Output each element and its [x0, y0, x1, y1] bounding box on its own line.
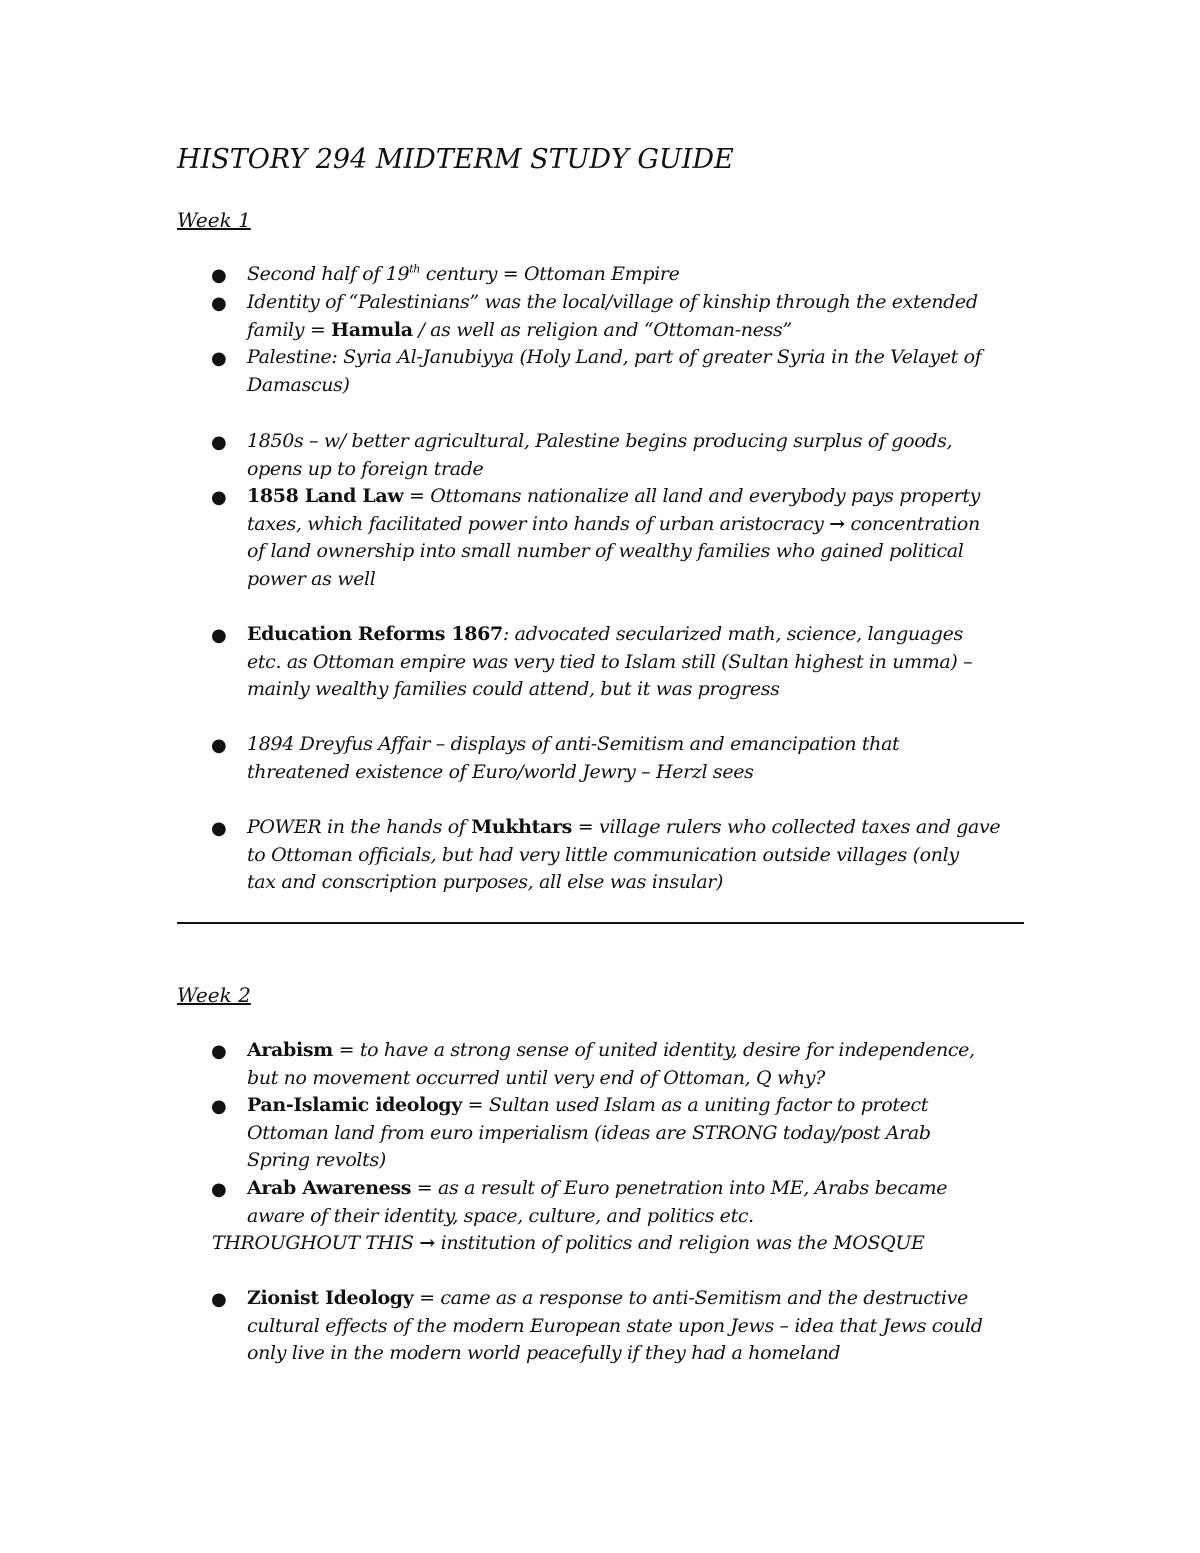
list-item: Identity of “Palestinians” was the local/village of kinship through the extended family = Hamula / as well as religion and “Ottoman-ness”	[247, 291, 978, 341]
week-2-heading: Week 2	[177, 983, 251, 1007]
bullet-icon: ●	[211, 487, 227, 508]
list-item: 1850s – w/ better agricultural, Palestine begins producing surplus of goods, opens up to foreign trade	[247, 430, 953, 480]
list-item: Palestine: Syria Al-Janubiyya (Holy Land, part of greater Syria in the Velayet of Damascus)	[247, 346, 982, 396]
list-item: Pan-Islamic ideology = Sultan used Islam as a uniting factor to protect Ottoman land from euro imperialism (ideas are STRONG today/post Arab Spring revolts)	[247, 1094, 931, 1171]
list-item: 1894 Dreyfus Affair – displays of anti-Semitism and emancipation that threatened existence of Euro/world Jewry – Herzl sees	[247, 733, 900, 783]
section-divider	[177, 922, 1024, 924]
bullet-icon: ●	[211, 1179, 227, 1200]
bullet-icon: ●	[211, 348, 227, 369]
week-1-heading: Week 1	[177, 208, 251, 232]
bullet-icon: ●	[211, 1096, 227, 1117]
throughout-note: THROUGHOUT THIS → institution of politics and religion was the MOSQUE	[212, 1232, 925, 1254]
bullet-icon: ●	[211, 1289, 227, 1310]
bullet-icon: ●	[211, 625, 227, 646]
superscript: th	[409, 262, 421, 276]
list-item: POWER in the hands of Mukhtars = village rulers who collected taxes and gave to Ottoman officials, but had very little communication outside villages (only tax and conscription purposes, all else was insular)	[247, 816, 1001, 893]
list-item: Arab Awareness = as a result of Euro penetration into ME, Arabs became aware of their identity, space, culture, and politics etc.	[247, 1177, 948, 1227]
bullet-icon: ●	[211, 1041, 227, 1062]
bullet-icon: ●	[211, 293, 227, 314]
bullet-icon: ●	[211, 735, 227, 756]
list-item: Arabism = to have a strong sense of united identity, desire for independence, but no movement occurred until very end of Ottoman, Q why?	[247, 1039, 975, 1089]
list-item: Zionist Ideology = came as a response to anti-Semitism and the destructive cultural effects of the modern European state upon Jews – idea that Jews could only live in the modern world peacefully if they had a homeland	[247, 1287, 983, 1364]
right-arrow-icon: →	[419, 1232, 435, 1254]
right-arrow-icon: →	[829, 512, 845, 535]
list-item: Second half of 19th century = Ottoman Empire	[247, 262, 680, 285]
bullet-icon: ●	[211, 818, 227, 839]
page-title: HISTORY 294 MIDTERM STUDY GUIDE	[177, 144, 734, 175]
list-item: Education Reforms 1867: advocated secularized math, science, languages etc. as Ottoman empire was very tied to Islam still (Sultan highest in umma) – mainly wealthy families could attend, but it was progress	[247, 623, 973, 700]
bullet-icon: ●	[211, 432, 227, 453]
list-item: 1858 Land Law = Ottomans nationalize all land and everybody pays property taxes, which facilitated power into hands of urban aristocracy → concentration of land ownership into small number of wealthy families who gained political power as well	[247, 485, 981, 590]
bullet-icon: ●	[211, 265, 227, 286]
